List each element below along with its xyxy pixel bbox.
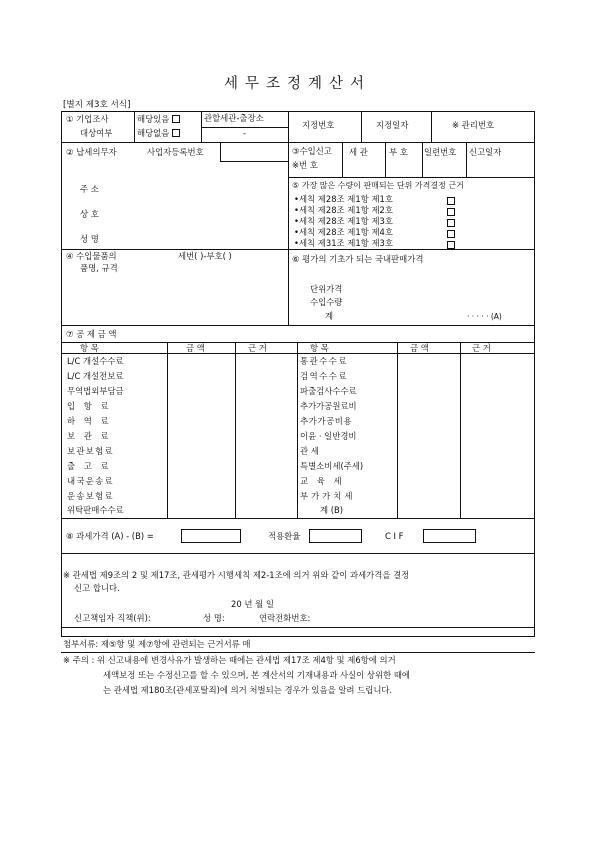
name-label: 성 명 — [80, 234, 99, 244]
deduction-item: 추가가공비용 — [300, 416, 353, 426]
officer-name-label: 성 명: — [203, 613, 225, 623]
col-header-item: 항 목 — [310, 343, 329, 353]
exchange-rate-field[interactable] — [309, 529, 362, 543]
s8-label: ⑧ 과세가격 (A) - (B) = — [66, 531, 154, 541]
deduction-item: 관 세 — [300, 446, 319, 456]
attachment-note: 첨부서류: 제⑤항 및 제⑦항에 관련되는 근거서류 매 — [63, 639, 251, 649]
deduction-item: 파출검사수수료 — [300, 386, 357, 396]
deduction-item: 내국운송료 — [67, 476, 114, 486]
deduction-item: 보 관 료 — [67, 431, 112, 441]
s3-label-line1: ③수입신고 — [292, 146, 332, 156]
report-date-label: 신고일자 — [469, 147, 502, 157]
frame-top — [61, 111, 535, 112]
deduction-item: L/C 개설전보료 — [67, 371, 124, 381]
deduction-item: 검역수수료 — [300, 371, 348, 381]
audit-no-option[interactable]: 해당없음 — [137, 129, 180, 138]
deduction-item: 위탁판매수수료 — [67, 505, 124, 515]
officer-title-label: 신고책임자 직책(위): — [74, 613, 151, 623]
serial-label: 일련번호 — [424, 147, 457, 157]
section-label: 부 호 — [389, 147, 408, 157]
frame-right — [534, 111, 535, 637]
col-header-amount: 금 액 — [410, 343, 429, 353]
notice-line1: ※ 주의 : 위 신고내용에 변경사유가 발생하는 때에는 관세법 제17조 제4항 및 제6항에 의거 — [63, 655, 396, 665]
deduction-total-b: 계 (B) — [320, 505, 344, 515]
checkbox[interactable] — [447, 219, 455, 227]
total-label: 계 — [325, 311, 334, 321]
phone-label: 연락전화번호: — [259, 613, 311, 623]
s4-label-line2: 품명, 규격 — [80, 263, 118, 273]
s2-label: ② 납세의무자 — [66, 147, 117, 157]
office-label: 관할세관-출장소 — [204, 113, 264, 123]
designation-date-label: 지정일자 — [376, 120, 409, 130]
biz-reg-no-label: 사업자등록번호 — [147, 147, 204, 157]
deduction-item: 하 역 료 — [67, 416, 112, 426]
col-header-basis: 근 거 — [248, 343, 267, 353]
declaration-date: 20 년 월 일 — [231, 599, 274, 609]
s5-label: ⑤ 가장 많은 수량이 판매되는 단위 가격결정 근거 — [292, 181, 464, 190]
checkbox[interactable] — [447, 197, 455, 205]
frame-bottom — [61, 636, 535, 637]
office-dash: - — [243, 128, 247, 138]
designation-no-label: 지정번호 — [302, 120, 335, 130]
s6-label: ⑥ 평가의 기초가 되는 국내판매가격 — [292, 254, 424, 264]
s5-item[interactable]: •세칙 제28조 제1항 제4호 — [294, 228, 393, 237]
unit-price-label: 단위가격 — [310, 284, 343, 294]
deduction-item: 교 육 세 — [300, 476, 345, 486]
cif-field[interactable] — [423, 529, 476, 543]
import-qty-label: 수입수량 — [310, 297, 343, 307]
col-divider-mid — [288, 142, 289, 325]
deduction-item: 보관보험료 — [67, 446, 114, 456]
row-divider — [61, 142, 535, 143]
customs-label: 세 관 — [349, 147, 368, 157]
company-label: 상 호 — [80, 209, 99, 219]
page-title: 세무조정계산서 — [223, 76, 372, 92]
s1-label-line2: 대상여부 — [80, 128, 113, 138]
deduction-item: 운송보험료 — [67, 491, 114, 501]
s1-label-line1: ① 기업조사 — [66, 114, 109, 124]
deduction-item: 특별소비세(주세) — [300, 461, 364, 471]
deduction-item: 출 고 료 — [67, 461, 112, 471]
checkbox[interactable] — [447, 208, 455, 216]
col-header-item: 항 목 — [80, 343, 99, 353]
deduction-item: 통관수수료 — [300, 356, 348, 366]
s4-label-line1: ④ 수입물품의 — [66, 251, 117, 261]
deduction-item: 무역법외부담금 — [67, 386, 124, 396]
s3-label-line2: ※번 호 — [292, 160, 318, 170]
s5-item[interactable]: •세칙 제28조 제1항 제2호 — [294, 206, 393, 215]
audit-yes-checkbox[interactable] — [172, 115, 180, 123]
deduction-item: L/C 개설수수료 — [67, 356, 124, 366]
notice-line2: 세액보정 또는 수정신고를 할 수 있으며, 본 계산서의 기재내용과 사실이 상위한 때에 — [103, 670, 411, 680]
declaration-line2: 신고 합니다. — [74, 583, 120, 593]
deduction-item: 입 항 료 — [67, 401, 112, 411]
hs-code-field[interactable]: 세번( )-부호( ) — [178, 251, 232, 261]
address-label: 주 소 — [80, 184, 99, 194]
s5-item[interactable]: •세칙 제31조 제1항 제3호 — [294, 239, 393, 248]
form-number: [별지 제3호 서식] — [63, 100, 131, 110]
checkbox[interactable] — [447, 230, 455, 238]
cif-label: C I F — [385, 531, 404, 541]
mgmt-no-label: ※ 관리번호 — [452, 120, 495, 130]
deduction-item: 이윤 · 일반경비 — [300, 431, 357, 441]
declaration-line1: ※ 관세법 제9조의 2 및 제17조, 관세평가 시행세칙 제2-1조에 의거 위와 같이 과세가격을 결정 — [63, 570, 410, 580]
taxable-value-field[interactable] — [181, 529, 241, 543]
notice-line3: 는 관세법 제180조(관세포탈죄)에 의거 처벌되는 경우가 있음을 알려 드립니다. — [103, 685, 393, 695]
frame-left — [61, 111, 62, 637]
total-a-marker: · · · · · (A) — [467, 312, 502, 321]
s7-label: ⑦ 공 제 금 액 — [66, 329, 117, 339]
checkbox[interactable] — [447, 241, 455, 249]
col-header-basis: 근 거 — [472, 343, 491, 353]
s5-item[interactable]: •세칙 제28조 제1항 제3호 — [294, 217, 393, 226]
deduction-item: 추가가공원료비 — [300, 401, 357, 411]
col-header-amount: 금 액 — [186, 343, 205, 353]
deduction-item: 부가가치세 — [300, 491, 356, 501]
audit-no-checkbox[interactable] — [172, 129, 180, 137]
exchange-rate-label: 적용환율 — [268, 531, 301, 541]
audit-yes-option[interactable]: 해당있음 — [137, 115, 180, 124]
s5-item[interactable]: •세칙 제28조 제1항 제1호 — [294, 195, 393, 204]
